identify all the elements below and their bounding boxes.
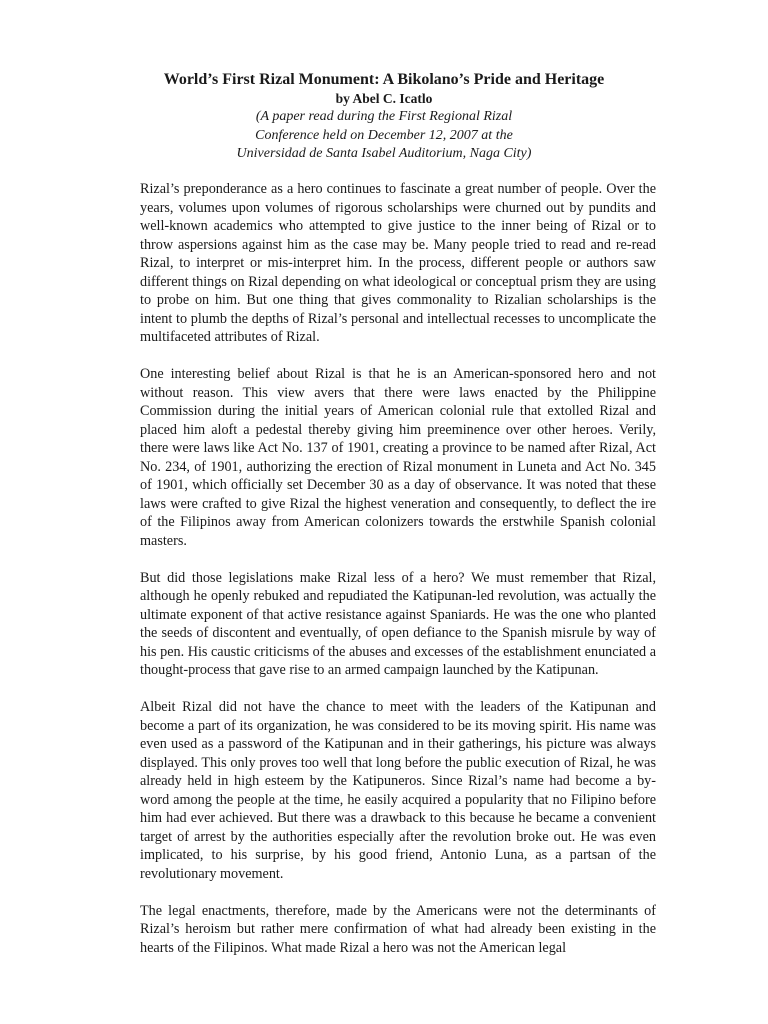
paragraph-1: Rizal’s preponderance as a hero continues to fascinate a great number of people. Over the years, volumes upon volumes of rigorous scholarships were churned out by pundits and well-known academics who attempted to give justice to the inner being of Rizal or to throw aspersions against him as the case may be. Many people tried to read and re-read Rizal, to interpret or mis-interpret him. In the process, different people or authors saw different things on Rizal depending on what ideological or conceptual prism they are using to probe on him. But one thing that gives commonality to Rizalian scholarships is the intent to plumb the depths of Rizal’s personal and intellectual recesses to uncomplicate the multifaceted attributes of Rizal. [140,181,656,345]
paragraph-4: Albeit Rizal did not have the chance to meet with the leaders of the Katipunan and become a part of its organization, he was considered to be its moving spirit. His name was even used as a password of the Katipunan and in their gatherings, his picture was always displayed. This only proves too well that long before the public execution of Rizal, he was already held in high esteem by the Katipuneros. Since Rizal’s name had become a by-word among the people at the time, he easily acquired a popularity that no Filipino before him had ever achieved. But there was a drawback to this because he became a convenient target of arrest by the authorities especially after the revolution broke out. He was even implicated, to his surprise, by his good friend, Antonio Luna, as a partsan of the revolutionary movement. [140,699,656,882]
paragraph-5: The legal enactments, therefore, made by the Americans were not the determinants of Rizal’s heroism but rather mere confirmation of what had already been existing in the hearts of the Filipinos. What made Rizal a hero was not the American legal [140,902,656,956]
document-title: World’s First Rizal Monument: A Bikolano’s Pride and Heritage [163,71,605,88]
document-header [0,70,768,164]
paragraph-2: One interesting belief about Rizal is that he is an American-sponsored hero and not without reason. This view avers that there were laws enacted by the Philippine Commission during the initial years of American colonial rule that extolled Rizal and placed him aloft a pedestal thereby giving him preeminence over other heroes. Verily, there were laws like Act No. 137 of 1901, creating a province to be named after Rizal, Act No. 234, of 1901, authorizing the erection of Rizal monument in Luneta and Act No. 345 of 1901, which officially set December 30 as a day of observance. It was noted that these laws were crafted to give Rizal the highest veneration and consequently, to deflect the ire of the Filipinos away from American colonizers towards the erstwhile Spanish colonial masters. [140,366,656,549]
paragraph-3: But did those legislations make Rizal less of a hero? We must remember that Rizal, although he openly rebuked and repudiated the Katipunan-led revolution, was actually the ultimate exponent of that active resistance against Spaniards. He was the one who planted the seeds of discontent and eventually, of open defiance to the Spanish misrule by way of his pen. His caustic criticisms of the abuses and excesses of the establishment enunciated a thought-process that gave rise to an armed campaign launched by the Katipunan. [140,569,656,678]
subtitle-line-1: (A paper read during the First Regional Rizal [255,109,513,124]
body-text [140,180,656,976]
subtitle-line-2: Conference held on December 12, 2007 at the [255,127,513,143]
subtitle-line-3: Universidad de Santa Isabel Auditorium, Naga City) [236,146,532,161]
author-line: by Abel C. Icatlo [335,91,433,106]
